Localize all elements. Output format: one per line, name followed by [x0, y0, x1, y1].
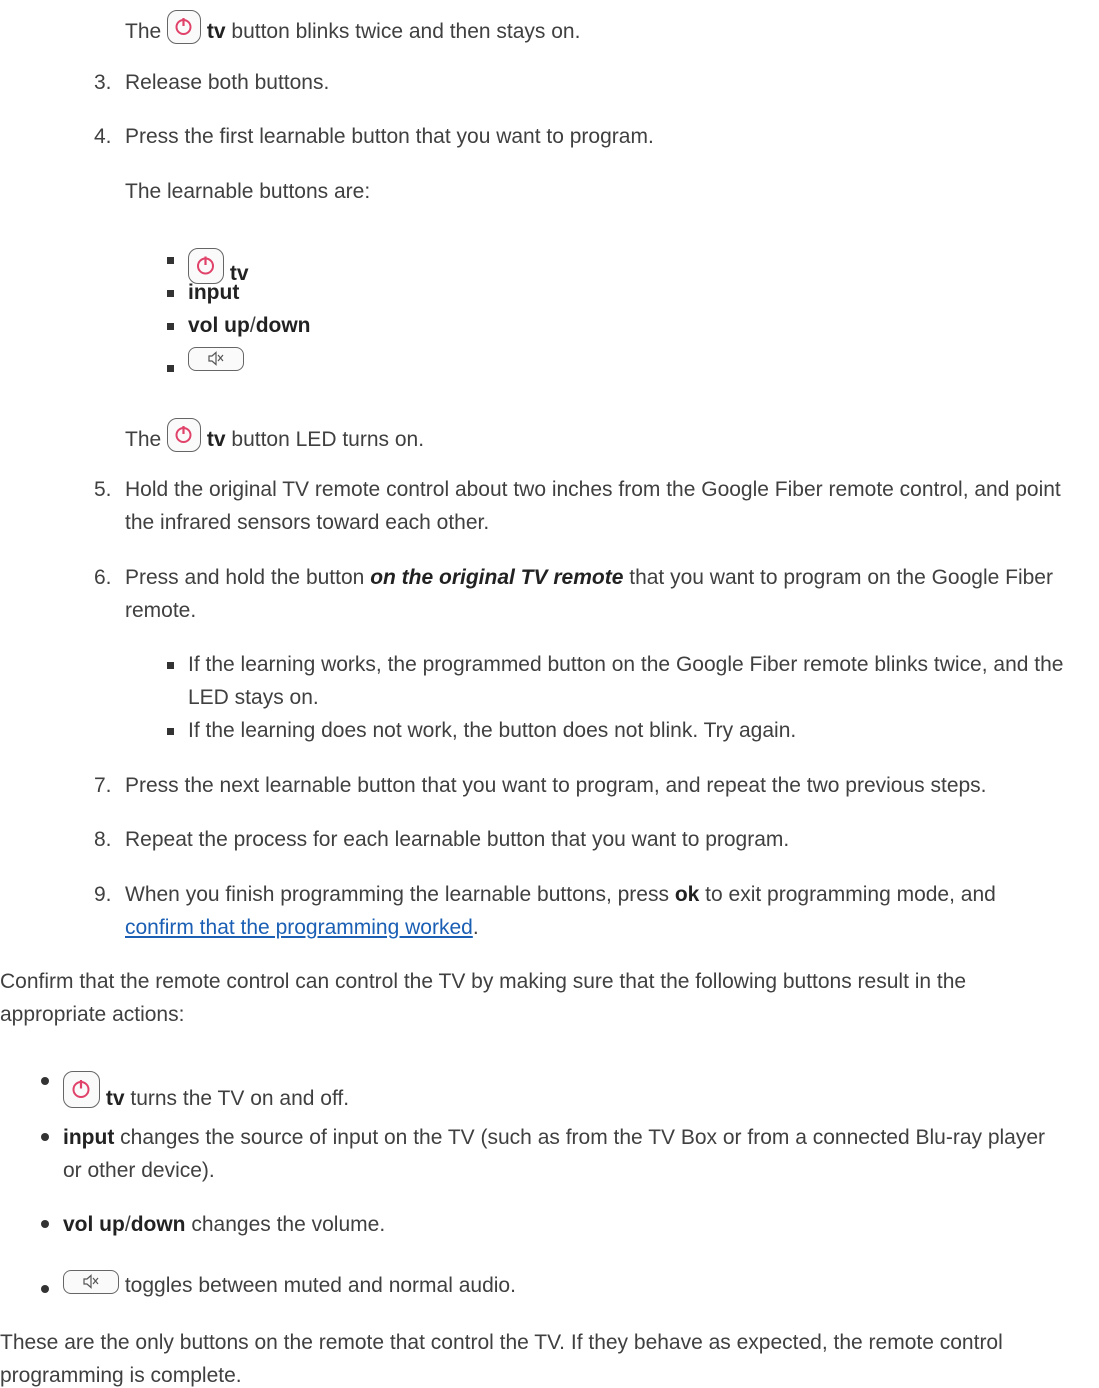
step4-result-pre: The	[125, 428, 162, 451]
input-button-label: input	[63, 1126, 115, 1149]
tv-button-label: tv	[206, 428, 226, 451]
confirm-item-volume	[63, 1213, 385, 1237]
confirm-vol-text: changes the volume.	[191, 1213, 386, 1236]
learnable-item-mute	[188, 347, 244, 375]
list-bullet	[167, 728, 174, 735]
step6-sub1-line2: LED stays on.	[188, 686, 319, 709]
list-bullet	[167, 257, 174, 264]
step9-post: to exit programming mode, and	[705, 883, 996, 906]
step6-emphasis: on the original TV remote	[370, 566, 624, 589]
step5-number: 5.	[94, 478, 112, 501]
learnable-item-volume	[188, 314, 311, 338]
confirm-programming-link[interactable]: confirm that the programming worked	[125, 916, 473, 939]
step2-result	[125, 10, 580, 44]
input-button-label: input	[188, 281, 240, 304]
step3-text: Release both buttons.	[125, 71, 330, 94]
vol-up-label: vol up	[188, 314, 250, 337]
step4-result	[125, 418, 424, 452]
step5-line2: the infrared sensors toward each other.	[125, 511, 490, 534]
closing-line1: These are the only buttons on the remote that control the TV. If they behave as expected, the remote control	[0, 1331, 1003, 1354]
confirm-line1: Confirm that the remote control can control the TV by making sure that the following buttons result in the	[0, 970, 967, 993]
vol-down-label: down	[130, 1213, 186, 1236]
step6-sub1-line1: If the learning works, the programmed button on the Google Fiber remote blinks twice, and the	[188, 653, 1064, 676]
tv-button-label: tv	[229, 262, 249, 285]
step4-text: Press the first learnable button that you want to program.	[125, 125, 654, 148]
step4-number: 4.	[94, 125, 112, 148]
confirm-mute-text: toggles between muted and normal audio.	[124, 1274, 516, 1297]
confirm-line2: appropriate actions:	[0, 1003, 185, 1026]
step9-period: .	[472, 916, 479, 939]
list-bullet	[167, 290, 174, 297]
step8-number: 8.	[94, 828, 112, 851]
step7-text: Press the next learnable button that you want to program, and repeat the two previous steps.	[125, 774, 987, 797]
list-bullet	[167, 662, 174, 669]
list-bullet	[167, 365, 174, 372]
step6-number: 6.	[94, 566, 112, 589]
step5-line1: Hold the original TV remote control about two inches from the Google Fiber remote control, and point	[125, 478, 1061, 501]
tv-button-label: tv	[206, 20, 226, 43]
confirm-item-input	[63, 1126, 1045, 1150]
step8-text: Repeat the process for each learnable button that you want to program.	[125, 828, 790, 851]
step9-line1	[125, 883, 996, 907]
power-icon	[167, 10, 201, 44]
closing-line2: programming is complete.	[0, 1364, 242, 1387]
confirm-item-tv	[63, 1071, 349, 1111]
step6-post: that you want to program on the Google Fiber	[629, 566, 1053, 589]
step6-line2: remote.	[125, 599, 197, 622]
vol-separator: /	[124, 1213, 131, 1236]
list-bullet	[167, 323, 174, 330]
confirm-input-line2: or other device).	[63, 1159, 215, 1182]
step6-pre: Press and hold the button	[125, 566, 365, 589]
confirm-tv-text: turns the TV on and off.	[130, 1087, 350, 1110]
step3-number: 3.	[94, 71, 112, 94]
vol-up-label: vol up	[63, 1213, 125, 1236]
power-icon	[63, 1071, 100, 1108]
learnable-item-input	[188, 281, 239, 305]
step9-pre: When you finish programming the learnable buttons, press	[125, 883, 669, 906]
vol-separator: /	[249, 314, 256, 337]
step4-subtext: The learnable buttons are:	[125, 180, 371, 203]
confirm-item-mute	[63, 1270, 516, 1298]
mute-icon	[63, 1270, 119, 1294]
step4-result-post: button LED turns on.	[231, 428, 425, 451]
step9-number: 9.	[94, 883, 112, 906]
ok-button-label: ok	[674, 883, 700, 906]
step7-number: 7.	[94, 774, 112, 797]
step6-sub2: If the learning does not work, the button does not blink. Try again.	[188, 719, 797, 742]
list-bullet	[41, 1077, 49, 1085]
confirm-input-text: changes the source of input on the TV (such as from the TV Box or from a connected Blu-ray player	[120, 1126, 1046, 1149]
power-icon	[167, 418, 201, 452]
step6-line1	[125, 566, 1053, 590]
power-icon	[188, 248, 224, 284]
tv-button-label: tv	[105, 1087, 125, 1110]
list-bullet	[41, 1285, 49, 1293]
step2-result-post: button blinks twice and then stays on.	[231, 20, 581, 43]
mute-icon	[188, 347, 244, 371]
list-bullet	[41, 1220, 49, 1228]
step9-line2	[125, 916, 479, 940]
vol-down-label: down	[255, 314, 311, 337]
step2-result-pre: The	[125, 20, 162, 43]
list-bullet	[41, 1133, 49, 1141]
